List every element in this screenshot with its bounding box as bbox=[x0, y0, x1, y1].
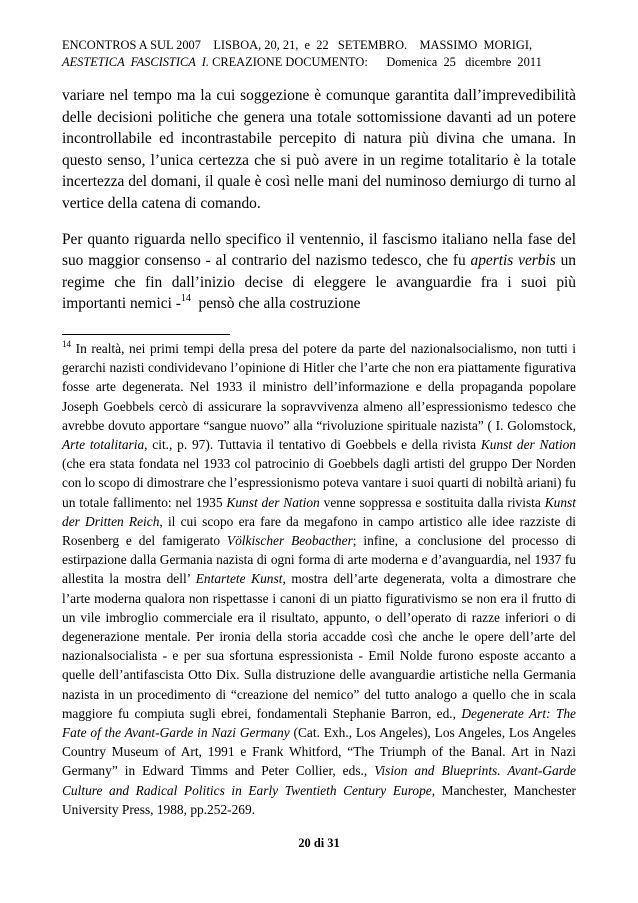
footnote-text: (che era stata fondata nel 1933 col patrocinio di Goebbels dagli artisti del gruppo Der Norden con lo scopo di dimostrare che l’espressionismo poteva vantare i suoi quarti di nobiltà ariani) fu un totale fallimento: nel 1935 bbox=[62, 456, 576, 510]
footnote-text: venne soppressa e sostituita dalla rivista bbox=[319, 494, 545, 510]
footnote-italic: Völkischer Beobacther bbox=[226, 533, 353, 549]
footnote-italic: Vision and Blueprints. Avant-Garde Culture and Radical Politics in Early Twentieth Century Europe bbox=[62, 763, 576, 798]
body-text bbox=[62, 85, 576, 329]
footnote-text: ; infine, a conclusione del processo di estirpazione dalla Germania nazista di ogni forma di arte moderna e d’avanguardia, nel 1937 fu allestita la mostra dell’ bbox=[62, 533, 576, 587]
footnote-text: (Cat. Exh., Los Angeles), Los Angeles, Los Angeles Country Museum of Art, 1991 e Frank Whitford, “The Triumph of the Banal. Art in Nazi Germany” in Edward Timms and Peter Collier, eds., bbox=[62, 725, 576, 779]
footnote-italic: Degenerate Art: The Fate of the Avant-Garde in Nazi Germany bbox=[62, 705, 576, 741]
footnote-text: , mostra dell’arte degenerata, volta a dimostrare che l’arte moderna qualora non rispettasse i canoni di un piatto figurativismo se non era il frutto di un vile imbroglio commerciale era il risultato, appunto, o dell’operato di razze inferiori o di degenerazione mentale. Per ironia della storia accadde così che anche le opere dell’arte del nazionalsocialista - e per sua sfortuna espressionista - Emil Nolde furono esposte accanto a quelle dell’antifascista Otto Dix. Sulla distruzione delle avanguardie artistiche nella Germania nazista in un procedimento di “creazione del nemico” del tutto analogo a quello che in scala maggiore fu compiuta sugli ebrei, fondamentali Stephanie Barron, ed., bbox=[62, 571, 576, 721]
paragraph-2-text-a: Per quanto riguarda nello specifico il ventennio, il fascismo italiano nella fase del suo maggior consenso - al contrario del nazismo tedesco, che fu bbox=[62, 230, 576, 270]
footnote-text: , cit., p. 97). Tuttavia il tentativo di Goebbels e della rivista bbox=[144, 437, 481, 453]
page-number: 20 di 31 bbox=[298, 836, 340, 850]
footnote-italic: Kunst der Nation bbox=[480, 437, 576, 453]
header-line-1: ENCONTROS A SUL 2007 LISBOA, 20, 21, e 22 SETEMBRO. MASSIMO MORIGI, bbox=[62, 38, 533, 52]
footnote-number: 14 bbox=[62, 339, 71, 349]
header-creation-date: CREAZIONE DOCUMENTO: Domenica 25 dicembre 2011 bbox=[208, 55, 542, 69]
footnote-separator bbox=[62, 334, 230, 335]
footnote-italic: Arte totalitaria bbox=[62, 437, 145, 453]
paragraph-1: variare nel tempo ma la cui soggezione è comunque garantita dall’imprevedibilità delle decisioni politiche che genera una totale sottomissione davanti ad un potere incontrollabile ed incontrastabile percepito di natura più divina che umana. In questo senso, l’unica certezza che si può avere in un regime totalitario è la totale incertezza del domani, il quale è così nelle mani del numinoso demiurgo di turno al vertice della catena di comando. bbox=[62, 87, 576, 212]
footnote-14 bbox=[62, 339, 576, 819]
footnote-text: In realtà, nei primi tempi della presa del potere da parte del nazionalsocialismo, non tutti i gerarchi nazisti condividevano l’opinione di Hitler che l’arte che non era piattamente figurativa fosse arte degenerata. Nel 1933 il ministro dell’informazione e della propaganda popolare Joseph Goebbels cercò di assicurare la sopravvivenza almeno all’espressionismo tedesco che avrebbe dovuto apportare “sangue nuovo” alla “rivoluzione spirituale nazista” ( I. Golomstock, bbox=[62, 341, 576, 433]
header-line-2 bbox=[62, 54, 592, 71]
paragraph-2 bbox=[62, 229, 576, 315]
footnote-reference[interactable]: 14 bbox=[180, 293, 191, 305]
footnote-text: , Manchester, Manchester University Press, 1988, pp.252-269. bbox=[62, 782, 576, 817]
paragraph-2-italic: apertis verbis bbox=[470, 252, 556, 270]
paragraph-2-text-c: pensò che alla costruzione bbox=[190, 295, 361, 313]
page-header bbox=[62, 37, 592, 71]
footnote-italic: Entartete Kunst bbox=[195, 571, 283, 587]
paragraph-2-text-b: un regime che fin dall’inizio decise di eleggere le avanguardie fra i suoi più importanti nemici - bbox=[62, 252, 576, 313]
header-title-italic: AESTETICA FASCISTICA I. bbox=[62, 55, 209, 69]
footnote-text: , il cui scopo era fare da megafono in campo artistico alle idee razziste di Rosenberg e del famigerato bbox=[62, 513, 576, 549]
footnote-italic: Kunst der Dritten Reich bbox=[62, 494, 576, 529]
footnote-italic: Kunst der Nation bbox=[226, 494, 320, 510]
